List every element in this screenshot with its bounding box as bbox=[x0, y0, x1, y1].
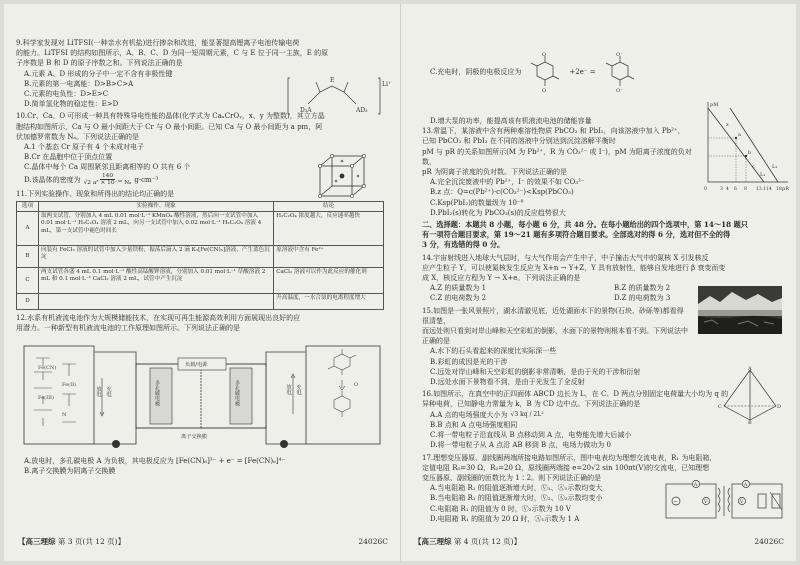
graph-tick: 8 bbox=[744, 187, 747, 192]
q16-tetrahedron-figure bbox=[718, 366, 782, 424]
q15-option-b: B.彩虹的成因是光的干涉 bbox=[430, 357, 508, 366]
svg-text:O⁻: O⁻ bbox=[615, 88, 623, 92]
q10-option-d bbox=[16, 173, 286, 187]
footer-right bbox=[414, 536, 784, 547]
q10-line: 胞结构如图所示，Ca 与 O 最小间距大于 Cr 与 O 最小间距。已知 Ca 与 O 最小间距为 a pm，阿 bbox=[16, 122, 323, 131]
q17-line: 17.理想变压器原、副线圈两端所接电路如图所示，图中电表均为理想交流电表，R₁ 为电阻箱， bbox=[422, 453, 717, 462]
page-right bbox=[400, 4, 796, 561]
table-row bbox=[17, 268, 384, 294]
exam-sheet bbox=[4, 4, 796, 561]
density-denominator: √2 a³ × 10⁻³⁰ Nₐ bbox=[83, 180, 132, 187]
q12-option-d: D.增大泵的功率，能提高该有机液流电池的储能容量 bbox=[430, 117, 592, 125]
question-12 bbox=[16, 313, 390, 333]
footer-tag: 【高三理综 bbox=[18, 537, 56, 546]
question-11 bbox=[16, 189, 390, 310]
q14-line: 成 X，核反应方程为 Y → X+e。下列说法正确的是 bbox=[422, 274, 581, 283]
svg-text:Fe(III): Fe(III) bbox=[38, 394, 54, 401]
graph-xlabel: pR bbox=[782, 186, 789, 192]
q16-option-d: D.将一带电粒子从 A 点沿 AB 移到 B 点，电场力做功为 0 bbox=[430, 441, 612, 450]
discharge-label-right: 放电 bbox=[285, 383, 291, 395]
hydroquinone-molecule-icon bbox=[602, 52, 638, 92]
struct-label-li: Li⁺ bbox=[382, 81, 392, 88]
q14-option-a: A.Z 的质量数为 1 bbox=[430, 284, 487, 293]
table-cell-conclusion: CaCl₂ 溶液可以作为此反应的催化剂 bbox=[274, 268, 384, 294]
struct-label-e: E bbox=[330, 77, 335, 84]
table-row bbox=[17, 212, 384, 246]
q12-flow-battery-diagram bbox=[16, 336, 388, 454]
svg-text:O: O bbox=[542, 88, 547, 92]
q17-line: 变压器原、副线圈的匝数比为 1∶2。则下列说法正确的是 bbox=[422, 473, 602, 482]
q16-option-c: C.将一带电粒子沿直线从 B 点移动到 A 点，电势能先增大后减小 bbox=[430, 431, 632, 440]
q13-pm-pr-graph bbox=[700, 98, 792, 194]
table-cell-conclusion: H₂C₂O₄ 浓度越大，反应速率越快 bbox=[274, 212, 384, 246]
graph-point-z: z bbox=[726, 122, 729, 128]
q9-option-d: D.简单氢化物的稳定性：E>D bbox=[24, 100, 119, 109]
graph-point-c: c bbox=[752, 164, 755, 170]
section-2-line: 二、选择题：本题共 8 小题，每小题 6 分，共 48 分。在每小题给出的四个选项中，第 14～18 题只 bbox=[422, 220, 748, 230]
svg-text:N: N bbox=[62, 411, 67, 418]
table-cell-option: D bbox=[17, 294, 39, 310]
table-header: 实验操作、现象 bbox=[38, 202, 273, 212]
charge-label-right: 充电 bbox=[295, 383, 301, 395]
svg-text:A: A bbox=[748, 366, 752, 372]
q13-option-d: D.PbI₂(s)转化为 PbCO₃(s)的反应趋势很大 bbox=[430, 208, 566, 217]
graph-point-a: a bbox=[738, 132, 741, 138]
svg-text:A: A bbox=[694, 483, 698, 488]
q12-line: 12.水系有机液流电池作为大规模储能技术，在实现可再生能源高效利用方面展现出良好的应 bbox=[16, 314, 301, 323]
graph-tick: 0 bbox=[704, 187, 707, 192]
q16-line: 异种电荷，已知静电力常量为 k，B 为 CD 边中点。下列说法正确的是 bbox=[422, 400, 641, 409]
graph-line-l1: L₁ bbox=[760, 172, 766, 178]
graph-tick: 14 bbox=[766, 187, 772, 192]
table-cell-option: C bbox=[17, 268, 39, 294]
section-2-title bbox=[422, 220, 786, 251]
q13-option-a: A.完全沉淀废液中的 Pb²⁺，I⁻ 的效果不如 CO₃²⁻ bbox=[430, 178, 585, 187]
charge-label-left: 充电 bbox=[105, 385, 111, 397]
q14-line: 应产生粒子 Y，可以使氮核发生反应为 X+n → Y+Z，Y 具有放射性，能够自发地进行 β 衰变而变 bbox=[422, 263, 726, 272]
q14-line: 14.宇宙射线进入地球大气层时，与大气作用会产生中子，中子撞击大气中的氮核 X 引发核反 bbox=[422, 253, 709, 262]
q17-option-c: C.电阻箱 R₁ 的阻值为 0 时，Ⓥ₂示数为 10 V bbox=[430, 504, 571, 513]
svg-text:V: V bbox=[740, 500, 744, 505]
graph-line-l2: L₂ bbox=[772, 164, 778, 170]
q13-line: 已知 PbCO₃ 和 PbI₂ 在不同的溶液中分别达到沉淀溶解平衡时 bbox=[422, 137, 616, 146]
svg-text:负载/电源: 负载/电源 bbox=[185, 361, 208, 368]
q9-option-a: A.元素 A、D 形成的分子中一定不含有非极性键 bbox=[24, 69, 173, 78]
q16-line: 16.如图所示，在真空中的正四面体 ABCD 边长为 L，在 C、D 两点分别固定电荷量大小均为 q 的 bbox=[422, 390, 729, 399]
table-cell-option: A bbox=[17, 212, 39, 246]
q9-line: 的能力。LiTFSI 的结构如图所示，A、B、C、D 为同一短周期元素，C 与 E 位于同一主族，E 的原 bbox=[16, 49, 329, 58]
footer-code: 24026C bbox=[358, 537, 388, 546]
q13-line: pR 为阴离子浓度的负对数。下列说法正确的是 bbox=[422, 168, 567, 177]
q17-option-b: B.当电阻箱 R₁ 的阻值逐渐增大时，Ⓥ₂、Ⓐ₂示数均变小 bbox=[430, 494, 603, 503]
graph-ylabel: pM bbox=[710, 102, 719, 108]
q16-option-a-label: A.A 点的电场强度大小为 bbox=[430, 410, 508, 419]
q10-option-d-label: D.该晶体的密度为 bbox=[24, 175, 81, 184]
q13-option-b: B.z 点：Q=c(Pb²⁺)·c(CO₃²⁻)<Ksp(PbCO₃) bbox=[430, 188, 574, 197]
q14-option-c: C.Z 的电荷数为 2 bbox=[430, 294, 487, 303]
table-row bbox=[17, 294, 384, 310]
porous-electrode-right-label: 多孔碳电极 bbox=[234, 379, 240, 406]
footer-left bbox=[18, 536, 388, 547]
q10-crystal-cell-figure bbox=[316, 152, 370, 200]
graph-tick: 4 bbox=[726, 187, 729, 192]
table-header: 结论 bbox=[274, 202, 384, 212]
density-unit: g·cm⁻³ bbox=[134, 175, 159, 184]
q12-option-b: B.离子交换膜为阴离子交换膜 bbox=[24, 466, 116, 475]
q16-option-b: B.B 点和 A 点电场强度相同 bbox=[430, 420, 518, 429]
q16-option-a bbox=[422, 410, 702, 420]
ion-exchange-membrane-label: 离子交换膜 bbox=[181, 433, 207, 440]
q10-option-b: B.Cr 在晶胞中位于顶点位置 bbox=[24, 153, 113, 162]
svg-text:D: D bbox=[777, 404, 782, 410]
field-strength-value: √3 kq / 2L² bbox=[510, 410, 544, 418]
porous-electrode-left-label: 多孔碳电极 bbox=[154, 379, 160, 406]
section-2-line: 有一项符合题目要求，第 19～21 题有多项符合题目要求。全部选对的得 6 分，选对但不全的得 bbox=[422, 230, 731, 240]
q15-option-c: C.远处对岸山峰和天空彩虹的倒影非常清晰，是由于光的干涉和衍射 bbox=[430, 367, 641, 376]
q10-option-c: C.晶体中每个 Ca 周围紧邻且距离相等的 O 共有 6 个 bbox=[24, 163, 191, 172]
svg-text:B: B bbox=[748, 420, 752, 424]
q10-option-a: A.1 个基态 Cr 原子有 4 个未成对电子 bbox=[24, 143, 145, 152]
graph-tick: 18 bbox=[776, 187, 782, 192]
q14-option-d: D.Z 的电荷数为 3 bbox=[614, 294, 671, 303]
table-cell-operation: 取两支试管，分别加入 4 mL 0.01 mol·L⁻¹ KMnO₄ 酸性溶液，然后向一支试管中加入 0.01 mol·L⁻¹ H₂C₂O₄ 溶液 2 mL，向另一支试管中加入 0.02 mol·L⁻¹ H₂C₂O₄ 溶液 4 mL，第一支试管中褪色时间长 bbox=[38, 212, 273, 246]
q15-landscape-photo bbox=[698, 286, 782, 334]
q9-structure-figure bbox=[286, 74, 396, 116]
question-13 bbox=[422, 126, 702, 218]
table-cell-conclusion: 升高温度，一水合氨的电离程度增大 bbox=[274, 294, 384, 310]
q12-option-c-rxn: +2e⁻ = bbox=[569, 67, 596, 76]
q9-line: 9.科学家发现对 LiTFSI(一种亲水有机盐)进行掺杂和改进，能显著提高锂离子电池传输电荷 bbox=[16, 39, 300, 47]
table-cell-conclusion: 原溶液中含有 Fe²⁺ bbox=[274, 246, 384, 268]
struct-label-d3a: D₃A bbox=[300, 107, 312, 114]
table-header: 选项 bbox=[17, 202, 39, 212]
svg-text:O: O bbox=[354, 381, 359, 388]
q12-option-c bbox=[422, 52, 786, 92]
q12-line: 用潜力。一种新型有机液流电池的工作原理如图所示。下列说法正确的是 bbox=[16, 324, 240, 333]
struct-label-ad3: AD₃ bbox=[356, 107, 368, 114]
q17-option-d: D.电阻箱 R₁ 的阻值为 20 Ω 时，Ⓐ₁示数为 1 A bbox=[430, 514, 580, 523]
svg-text:Fe(II): Fe(II) bbox=[62, 381, 77, 388]
q14-option-b: B.Z 的质量数为 2 bbox=[614, 284, 671, 293]
q9-option-b: B.元素的第一电离能：D>B>C>A bbox=[24, 79, 134, 88]
svg-text:O⁻: O⁻ bbox=[615, 52, 623, 58]
table-cell-operation: 向装有 FeCl₃ 溶液的试管中加入少量铁粉，振荡后滴入 2 滴 K₃[Fe(CN)₆]溶液，产生蓝色沉淀 bbox=[38, 246, 273, 268]
footer-page: 第 3 页(共 12 页)】 bbox=[57, 537, 126, 546]
section-2-line: 3 分，有选错的得 0 分。 bbox=[422, 240, 505, 250]
q17-transformer-circuit bbox=[662, 478, 786, 524]
q17-option-a: A.当电阻箱 R₁ 的阻值逐渐增大时，Ⓥ₁、Ⓐ₁示数均变大 bbox=[430, 484, 603, 493]
graph-point-b: b bbox=[748, 150, 752, 156]
footer-tag: 【高三理综 bbox=[414, 537, 452, 546]
graph-tick: 13.1 bbox=[756, 187, 767, 192]
svg-text:A: A bbox=[744, 483, 748, 488]
table-header-row bbox=[17, 202, 384, 212]
q15-line: 而远处则只看到对岸山峰和天空彩虹的倒影，水面下的景物则根本看不到。下列说法中正确的是 bbox=[422, 327, 688, 346]
svg-text:C: C bbox=[718, 404, 722, 410]
discharge-label-left: 放电 bbox=[95, 385, 101, 397]
q15-option-a: A.水下的石头看起来的深度比实际深一些 bbox=[430, 347, 557, 356]
q10-line: 10.Cr、Ca、O 可形成一种具有特殊导电性能的晶体(化学式为 CaₓCrOᵧ，x、y 为整数)，其立方晶 bbox=[16, 112, 325, 121]
density-numerator: 140 bbox=[101, 172, 114, 179]
q13-line: pM 与 pR 的关系如图所示(M 为 Pb²⁺，R 为 CO₃²⁻ 或 I⁻)，pM 为阳离子浓度的负对数， bbox=[422, 147, 692, 166]
svg-text:O: O bbox=[542, 52, 547, 58]
q11-experiment-table bbox=[16, 201, 384, 310]
footer-page: 第 4 页(共 12 页)】 bbox=[453, 537, 522, 546]
quinone-molecule-icon bbox=[527, 52, 563, 92]
svg-text:Fe(CN): Fe(CN) bbox=[38, 364, 57, 371]
q11-line: 11.下列实验操作、现象和所得出的结论均正确的是 bbox=[16, 189, 175, 198]
table-cell-operation: 两支试管各盛 4 mL 0.1 mol·L⁻¹ 酸性高锰酸钾溶液，分别加入 0.01 mol·L⁻¹ 草酸溶液 2 mL 和 0.1 mol·L⁻¹ CaCl₂ 溶液 2 mL，试管中产生沉淀 bbox=[38, 268, 273, 294]
table-cell-operation bbox=[38, 294, 273, 310]
q13-line: 13.常温下，某溶液中含有两种难溶性物质 PbCO₃ 和 PbI₂，向该溶液中加入 Pb²⁺， bbox=[422, 127, 685, 136]
q17-line: 定值电阻 R₀=30 Ω，R₂=20 Ω，原线圈两端接 e=20√2 sin 100πt(V)的交流电，已知理想 bbox=[422, 463, 710, 472]
graph-tick: 6 bbox=[734, 187, 737, 192]
svg-text:~: ~ bbox=[673, 499, 678, 505]
svg-text:V: V bbox=[704, 500, 708, 505]
q15-option-d: D.远处水面下景物看不到，是由于光发生了全反射 bbox=[430, 378, 585, 387]
q10-line: 伏加德罗常数为 Nₐ。下列说法正确的是 bbox=[16, 132, 140, 141]
q15-line: 15.如图是一张风景照片，湖水清澈见底，近处湖面水下的景物(石块、砂砾等)都看得很清楚， bbox=[422, 306, 684, 325]
density-fraction bbox=[84, 173, 132, 187]
table-row bbox=[17, 246, 384, 268]
q9-option-c: C.元素的电负性：D>E>C bbox=[24, 90, 109, 99]
q13-option-c: C.Ksp(PbI₂)的数量级为 10⁻⁸ bbox=[430, 198, 524, 207]
q12-option-a: A.放电时，多孔碳电极 A 为负极，其电极反应为 [Fe(CN)₆]³⁻ + e⁻ = [Fe(CN)₆]⁴⁻ bbox=[24, 456, 286, 465]
q9-line: 子序数是 B 和 D 的原子序数之和。下列说法正确的是 bbox=[16, 59, 183, 68]
graph-tick: 3 bbox=[720, 187, 723, 192]
footer-code: 24026C bbox=[754, 537, 784, 546]
q12-option-c-label: C.充电时，阴极的电极反应为 bbox=[430, 67, 522, 76]
question-15 bbox=[422, 306, 690, 388]
table-cell-option: B bbox=[17, 246, 39, 268]
page-left bbox=[4, 4, 400, 561]
